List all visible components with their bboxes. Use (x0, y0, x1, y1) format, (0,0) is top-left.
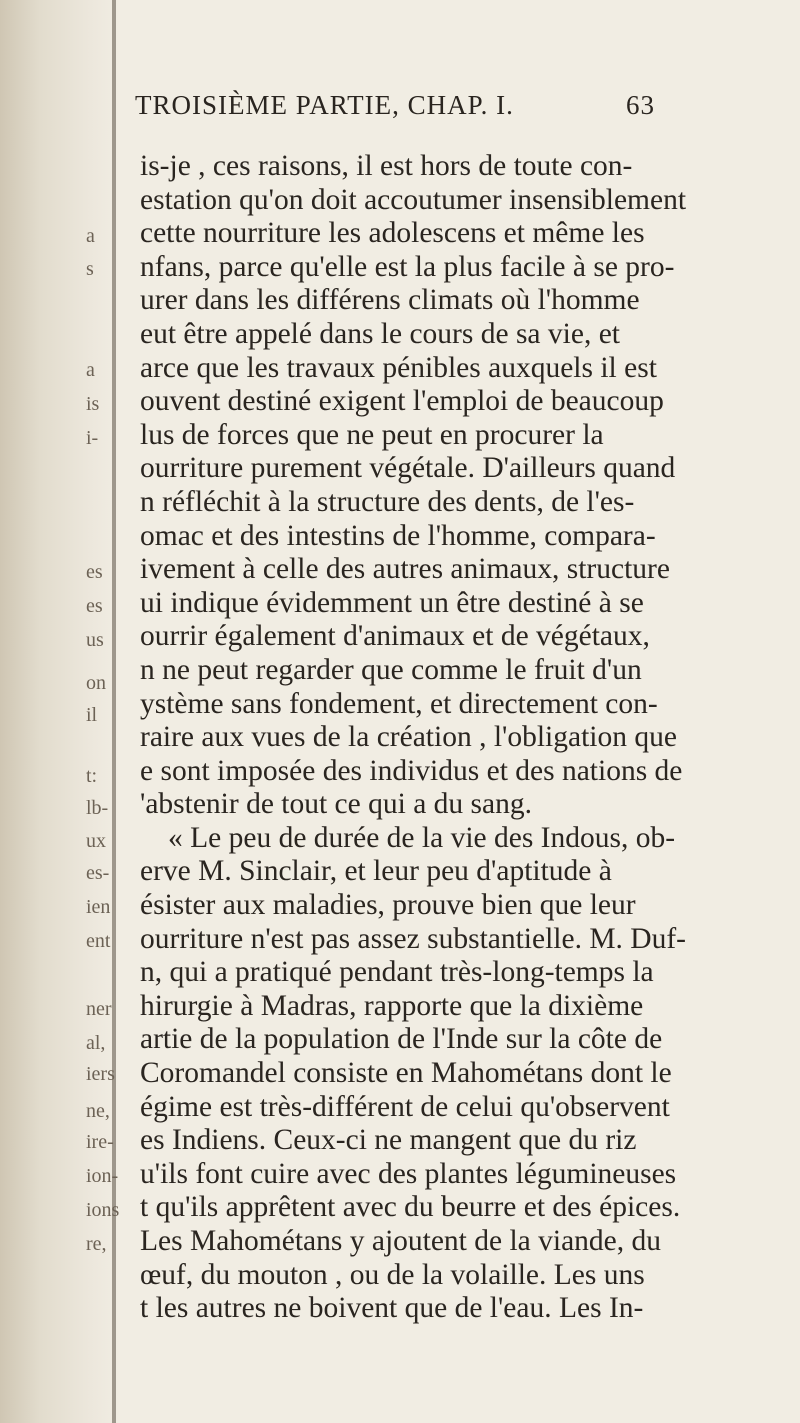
text-line: ystème sans fondement, et directement con- (140, 687, 658, 720)
margin-fragment: es- (86, 862, 110, 884)
margin-fragment: re, (86, 1233, 107, 1255)
text-line: eut être appelé dans le cours de sa vie, et (140, 317, 620, 350)
text-line-quote-start: « Le peu de durée de la vie des Indous, ob- (168, 821, 676, 854)
text-line: n ne peut regarder que comme le fruit d'un (140, 653, 642, 686)
margin-fragment: al, (86, 1032, 106, 1054)
margin-fragment: es (86, 561, 103, 583)
margin-fragment: lb- (86, 797, 109, 819)
text-line: t qu'ils apprêtent avec du beurre et des épices. (140, 1191, 681, 1224)
text-line: ourrir également d'animaux et de végétaux, (140, 620, 650, 653)
text-line: n réfléchit à la structure des dents, de l'es- (140, 485, 635, 518)
text-line: estation qu'on doit accoutumer insensiblement (140, 183, 687, 216)
body-text (140, 150, 740, 1326)
text-line: égime est très-différent de celui qu'observent (140, 1090, 670, 1123)
text-line: omac et des intestins de l'homme, compara- (140, 519, 656, 552)
margin-fragment: es (86, 595, 103, 617)
text-line: t les autres ne boivent que de l'eau. Les In- (140, 1292, 644, 1325)
margin-fragment: ent (86, 930, 111, 952)
text-line: urer dans les différens climats où l'homme (140, 284, 640, 317)
running-header (135, 90, 655, 121)
running-title: TROISIÈME PARTIE, CHAP. I. (135, 90, 514, 120)
text-line: ourriture n'est pas assez substantielle. M. Duf- (140, 922, 687, 955)
margin-fragment: ion- (86, 1165, 119, 1187)
text-line: es Indiens. Ceux-ci ne mangent que du riz (140, 1124, 637, 1157)
margin-fragment: ne, (86, 1100, 110, 1122)
text-line: raire aux vues de la création , l'obligation que (140, 721, 677, 754)
text-line: is-je , ces raisons, il est hors de toute con- (140, 150, 633, 182)
margin-fragment: iers (86, 1063, 115, 1085)
text-line: ourriture purement végétale. D'ailleurs quand (140, 452, 676, 485)
text-line: œuf, du mouton , ou de la volaille. Les uns (140, 1258, 645, 1291)
margin-fragment: ner (86, 998, 112, 1020)
text-line: n, qui a pratiqué pendant très-long-temps la (140, 956, 654, 989)
text-line: lus de forces que ne peut en procurer la (140, 418, 604, 451)
margin-fragment: on (86, 672, 106, 694)
margin-fragment: s (86, 258, 94, 280)
text-line: nfans, parce qu'elle est la plus facile à se pro- (140, 250, 675, 283)
margin-fragment: a (86, 225, 95, 247)
margin-fragment: ire- (86, 1131, 114, 1153)
text-line: ésister aux maladies, prouve bien que leur (140, 889, 636, 922)
text-line: Les Mahométans y ajoutent de la viande, du (140, 1225, 662, 1257)
margin-fragment: ux (86, 830, 106, 852)
text-line: Coromandel consiste en Mahométans dont le (140, 1057, 672, 1090)
text-line: erve M. Sinclair, et leur peu d'aptitude à (140, 855, 612, 888)
text-line: ui indique évidemment un être destiné à se (140, 586, 644, 619)
text-line: 'abstenir de tout ce qui a du sang. (140, 788, 532, 821)
text-line: artie de la population de l'Inde sur la côte de (140, 1023, 663, 1056)
text-line: ivement à celle des autres animaux, structure (140, 553, 670, 586)
margin-fragment: il (86, 704, 98, 726)
text-line: hirurgie à Madras, rapporte que la dixième (140, 989, 644, 1022)
margin-fragment: us (86, 629, 104, 651)
page-number: 63 (626, 90, 655, 120)
margin-fragment: i- (86, 427, 99, 449)
text-line: cette nourriture les adolescens et même les (140, 217, 645, 250)
margin-fragment: a (86, 359, 95, 381)
margin-fragment: ien (86, 896, 111, 918)
text-line: e sont imposée des individus et des nations de (140, 754, 683, 787)
margin-fragment: t: (86, 765, 98, 787)
text-line: u'ils font cuire avec des plantes légumineuses (140, 1157, 677, 1190)
margin-fragment: is (86, 393, 100, 415)
margin-fragment: ions (86, 1199, 120, 1221)
text-line: ouvent destiné exigent l'emploi de beaucoup (140, 385, 664, 418)
text-line: arce que les travaux pénibles auxquels il est (140, 351, 657, 384)
